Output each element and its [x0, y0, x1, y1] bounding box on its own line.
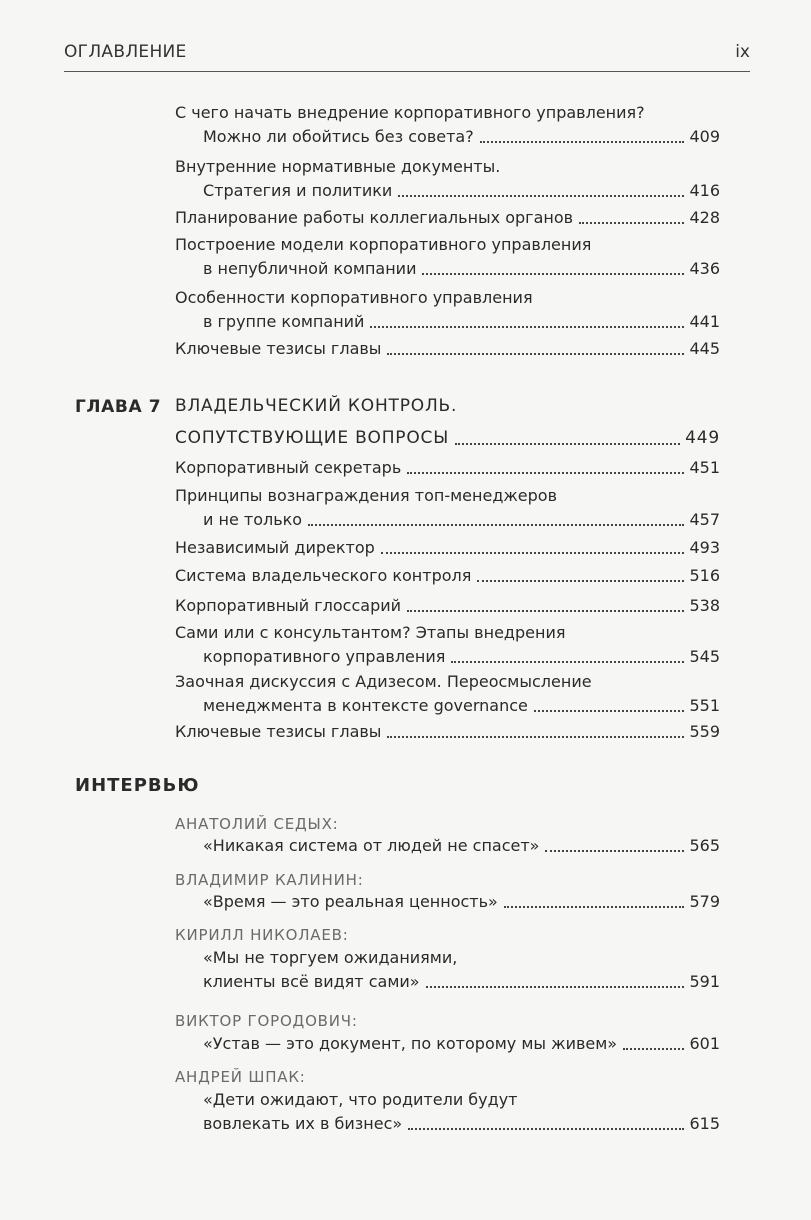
entry-page: 601	[689, 1034, 720, 1053]
interview-title: «Устав — это документ, по которому мы живем»	[203, 1034, 618, 1053]
entry-page: 551	[689, 696, 720, 715]
dot-leader	[398, 195, 684, 197]
dot-leader	[477, 580, 684, 582]
entry-title: Корпоративный глоссарий	[175, 596, 402, 615]
interviewee-name: КИРИЛЛ НИКОЛАЕВ:	[175, 926, 349, 944]
dot-leader	[381, 552, 685, 554]
toc-entry[interactable]	[175, 890, 720, 914]
chapter-page: 449	[685, 428, 720, 448]
interview-title-cont: вовлекать их в бизнес»	[203, 1114, 403, 1133]
dot-leader	[504, 906, 685, 908]
dot-leader	[451, 661, 684, 663]
entry-page: 493	[689, 538, 720, 557]
interviews-title: ИНТЕРВЬЮ	[75, 775, 200, 796]
dot-leader	[623, 1048, 684, 1050]
entry-title: Корпоративный секретарь	[175, 458, 402, 477]
interviewee-name: ВЛАДИМИР КАЛИНИН:	[175, 871, 364, 889]
dot-leader	[455, 443, 680, 445]
entry-title: Ключевые тезисы главы	[175, 722, 382, 741]
dot-leader	[545, 850, 684, 852]
toc-entry[interactable]	[175, 1088, 720, 1136]
chapter-heading[interactable]	[175, 390, 720, 454]
entry-page: 428	[689, 208, 720, 227]
entry-page: 591	[689, 972, 720, 991]
interview-title: «Время — это реальная ценность»	[203, 892, 498, 911]
toc-entry[interactable]	[175, 101, 720, 149]
entry-page: 516	[689, 566, 720, 585]
entry-page: 451	[689, 458, 720, 477]
entry-title: С чего начать внедрение корпоративного управления?	[175, 103, 645, 122]
toc-entry[interactable]	[175, 594, 720, 618]
toc-entry[interactable]	[175, 670, 720, 718]
toc-entry[interactable]	[175, 720, 720, 744]
entry-page: 445	[689, 339, 720, 358]
toc-entry[interactable]	[175, 536, 720, 560]
dot-leader	[387, 736, 684, 738]
entry-title: Система владельческого контроля	[175, 566, 472, 585]
toc-entry[interactable]	[175, 155, 720, 203]
dot-leader	[426, 986, 685, 988]
interview-title: «Мы не торгуем ожиданиями,	[203, 948, 458, 967]
toc-entry[interactable]	[175, 946, 720, 994]
dot-leader	[422, 273, 684, 275]
entry-title: Сами или с консультантом? Этапы внедрения	[175, 623, 566, 642]
dot-leader	[387, 353, 684, 355]
entry-title-cont: Стратегия и политики	[203, 181, 393, 200]
dot-leader	[407, 610, 684, 612]
toc-entry[interactable]	[175, 337, 720, 361]
entry-page: 441	[689, 312, 720, 331]
entry-title: Внутренние нормативные документы.	[175, 157, 501, 176]
dot-leader	[579, 222, 684, 224]
entry-page: 457	[689, 510, 720, 529]
entry-title: Особенности корпоративного управления	[175, 288, 533, 307]
interviewee-name: АНАТОЛИЙ СЕДЫХ:	[175, 815, 339, 833]
entry-page: 409	[689, 127, 720, 146]
chapter-title: ВЛАДЕЛЬЧЕСКИЙ КОНТРОЛЬ.	[175, 396, 458, 416]
dot-leader	[534, 710, 685, 712]
interviewee-name: ВИКТОР ГОРОДОВИЧ:	[175, 1012, 358, 1030]
entry-page: 579	[689, 892, 720, 911]
interview-title-cont: клиенты всё видят сами»	[203, 972, 420, 991]
entry-page: 565	[689, 836, 720, 855]
toc-entry[interactable]	[175, 564, 720, 588]
chapter-title-cont: СОПУТСТВУЮЩИЕ ВОПРОСЫ	[175, 428, 449, 448]
dot-leader	[480, 141, 685, 143]
interviewee-name: АНДРЕЙ ШПАК:	[175, 1068, 306, 1086]
running-title: ОГЛАВЛЕНИЕ	[64, 42, 187, 62]
toc-entry[interactable]	[175, 456, 720, 480]
dot-leader	[370, 326, 684, 328]
entry-title: Построение модели корпоративного управления	[175, 235, 592, 254]
toc-entry[interactable]	[175, 834, 720, 858]
toc-entry[interactable]	[175, 484, 720, 532]
entry-title-cont: Можно ли обойтись без совета?	[203, 127, 474, 146]
interview-title: «Дети ожидают, что родители будут	[203, 1090, 518, 1109]
entry-title: Планирование работы коллегиальных органов	[175, 208, 574, 227]
entry-page: 436	[689, 259, 720, 278]
entry-title-cont: корпоративного управления	[203, 647, 446, 666]
interview-title: «Никакая система от людей не спасет»	[203, 836, 540, 855]
dot-leader	[407, 472, 684, 474]
entry-page: 538	[689, 596, 720, 615]
entry-page: 615	[689, 1114, 720, 1133]
entry-title: Ключевые тезисы главы	[175, 339, 382, 358]
toc-entry[interactable]	[175, 286, 720, 334]
toc-entry[interactable]	[175, 621, 720, 669]
entry-page: 416	[689, 181, 720, 200]
entry-page: 559	[689, 722, 720, 741]
page-number: ix	[735, 42, 750, 62]
entry-title: Заочная дискуссия с Адизесом. Переосмысление	[175, 672, 592, 691]
dot-leader	[308, 524, 684, 526]
entry-title-cont: в группе компаний	[203, 312, 365, 331]
toc-entry[interactable]	[175, 206, 720, 230]
entry-page: 545	[689, 647, 720, 666]
page-header	[64, 40, 750, 70]
entry-title: Принципы вознаграждения топ-менеджеров	[175, 486, 558, 505]
entry-title-cont: менеджмента в контексте governance	[203, 696, 528, 715]
entry-title-cont: и не только	[203, 510, 303, 529]
dot-leader	[408, 1128, 684, 1130]
toc-entry[interactable]	[175, 233, 720, 281]
entry-title-cont: в непубличной компании	[203, 259, 417, 278]
header-divider	[64, 71, 750, 72]
chapter-label: ГЛАВА 7	[75, 397, 162, 417]
toc-entry[interactable]	[175, 1032, 720, 1056]
entry-title: Независимый директор	[175, 538, 375, 557]
